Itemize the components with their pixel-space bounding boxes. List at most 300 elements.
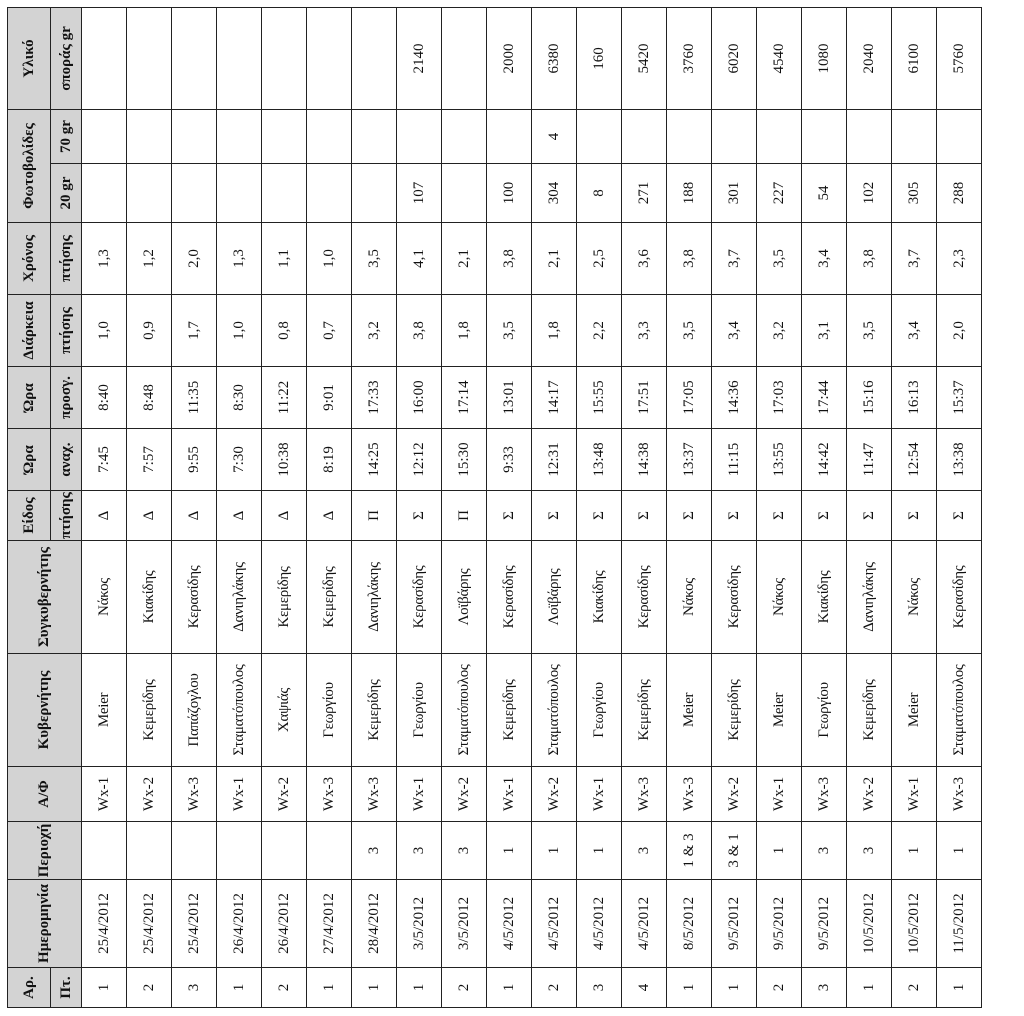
cell-flight-type: Σ xyxy=(847,491,892,541)
cell-flight-time: 3,5 xyxy=(352,223,397,295)
cell-date: 10/5/2012 xyxy=(892,880,937,968)
cell-flight-type: Σ xyxy=(892,491,937,541)
cell-area: 1 & 3 xyxy=(667,822,712,880)
cell-date: 25/4/2012 xyxy=(82,880,127,968)
cell-flight-number: 2 xyxy=(127,968,172,1008)
cell-flight-time: 3,7 xyxy=(892,223,937,295)
cell-arrival: 17:14 xyxy=(442,367,487,429)
table-row xyxy=(487,7,532,1007)
cell-flight-type: Σ xyxy=(397,491,442,541)
header-material: Υλικό xyxy=(8,7,51,109)
cell-aircraft: Wx-1 xyxy=(397,767,442,822)
table-row xyxy=(442,7,487,1007)
cell-flight-type: Σ xyxy=(757,491,802,541)
cell-pilot: Κεμερίδης xyxy=(487,654,532,767)
table-row xyxy=(847,7,892,1007)
cell-aircraft: Wx-3 xyxy=(667,767,712,822)
cell-copilot: Κερασίδης xyxy=(937,541,982,654)
cell-flight-time: 3,8 xyxy=(667,223,712,295)
cell-flight-time: 1,0 xyxy=(307,223,352,295)
cell-aircraft: Wx-3 xyxy=(172,767,217,822)
cell-material xyxy=(307,7,352,109)
cell-flares-20: 305 xyxy=(892,164,937,223)
cell-aircraft: Wx-3 xyxy=(307,767,352,822)
cell-copilot: Δανιηλάκης xyxy=(847,541,892,654)
cell-pilot: Κεμερίδης xyxy=(127,654,172,767)
cell-duration: 0,9 xyxy=(127,295,172,367)
cell-copilot: Κιακίδης xyxy=(577,541,622,654)
cell-date: 28/4/2012 xyxy=(352,880,397,968)
cell-date: 3/5/2012 xyxy=(442,880,487,968)
cell-copilot: Λοϊβάρης xyxy=(532,541,577,654)
cell-flight-type: Δ xyxy=(262,491,307,541)
cell-flight-type: Σ xyxy=(667,491,712,541)
cell-material: 2140 xyxy=(397,7,442,109)
table-row xyxy=(127,7,172,1007)
cell-pilot: Γεωργίου xyxy=(577,654,622,767)
cell-duration: 3,5 xyxy=(847,295,892,367)
cell-departure: 13:48 xyxy=(577,429,622,491)
cell-flight-type: Σ xyxy=(622,491,667,541)
cell-flares-70 xyxy=(397,109,442,163)
cell-flight-type: Σ xyxy=(577,491,622,541)
cell-duration: 3,4 xyxy=(892,295,937,367)
cell-flares-70 xyxy=(307,109,352,163)
table-row xyxy=(892,7,937,1007)
cell-copilot: Δανιηλάκης xyxy=(217,541,262,654)
cell-flight-time: 4,1 xyxy=(397,223,442,295)
cell-flares-20 xyxy=(307,164,352,223)
cell-duration: 1,8 xyxy=(442,295,487,367)
cell-flight-time: 3,7 xyxy=(712,223,757,295)
cell-area: 3 xyxy=(622,822,667,880)
cell-flight-time: 2,3 xyxy=(937,223,982,295)
cell-material xyxy=(262,7,307,109)
cell-area: 1 xyxy=(892,822,937,880)
cell-material: 2000 xyxy=(487,7,532,109)
cell-flares-70 xyxy=(352,109,397,163)
header-flares-20: 20 gr xyxy=(51,164,82,223)
cell-pilot: Meier xyxy=(82,654,127,767)
cell-duration: 0,7 xyxy=(307,295,352,367)
cell-pilot: Κεμερίδης xyxy=(622,654,667,767)
cell-flight-number: 1 xyxy=(307,968,352,1008)
cell-arrival: 17:33 xyxy=(352,367,397,429)
header-area: Περιοχή xyxy=(8,822,82,880)
cell-departure: 14:38 xyxy=(622,429,667,491)
cell-copilot: Κεμερίδης xyxy=(307,541,352,654)
table-row xyxy=(307,7,352,1007)
cell-arrival: 8:40 xyxy=(82,367,127,429)
cell-flight-number: 2 xyxy=(262,968,307,1008)
table-row xyxy=(532,7,577,1007)
cell-arrival: 8:30 xyxy=(217,367,262,429)
cell-flight-time: 3,4 xyxy=(802,223,847,295)
cell-pilot: Γεωργίου xyxy=(397,654,442,767)
table-row xyxy=(577,7,622,1007)
cell-flares-20 xyxy=(217,164,262,223)
cell-flares-20: 188 xyxy=(667,164,712,223)
cell-flight-time: 3,6 xyxy=(622,223,667,295)
cell-aircraft: Wx-1 xyxy=(487,767,532,822)
cell-date: 11/5/2012 xyxy=(937,880,982,968)
cell-flight-time: 3,8 xyxy=(847,223,892,295)
table-row xyxy=(757,7,802,1007)
cell-date: 4/5/2012 xyxy=(622,880,667,968)
cell-area xyxy=(262,822,307,880)
cell-flight-number: 3 xyxy=(577,968,622,1008)
cell-aircraft: Wx-3 xyxy=(622,767,667,822)
cell-aircraft: Wx-3 xyxy=(937,767,982,822)
cell-flight-type: Δ xyxy=(82,491,127,541)
cell-material: 160 xyxy=(577,7,622,109)
cell-flight-type: Σ xyxy=(487,491,532,541)
cell-flares-20 xyxy=(442,164,487,223)
header-ar: Αρ. xyxy=(8,968,51,1008)
cell-duration: 0,8 xyxy=(262,295,307,367)
header-arrival: Ώρα xyxy=(8,367,51,429)
cell-departure: 7:45 xyxy=(82,429,127,491)
table-header xyxy=(8,7,82,1007)
table-row xyxy=(937,7,982,1007)
cell-duration: 3,3 xyxy=(622,295,667,367)
cell-departure: 10:38 xyxy=(262,429,307,491)
cell-flight-time: 1,2 xyxy=(127,223,172,295)
cell-aircraft: Wx-1 xyxy=(577,767,622,822)
cell-flight-number: 2 xyxy=(892,968,937,1008)
cell-flight-type: Δ xyxy=(307,491,352,541)
header-duration-sub: πτήσης xyxy=(51,295,82,367)
cell-flight-number: 1 xyxy=(397,968,442,1008)
cell-flares-70 xyxy=(622,109,667,163)
header-pt: Πτ. xyxy=(51,968,82,1008)
cell-departure: 12:31 xyxy=(532,429,577,491)
cell-departure: 7:57 xyxy=(127,429,172,491)
cell-copilot: Κερασίδης xyxy=(172,541,217,654)
cell-flight-time: 1,3 xyxy=(82,223,127,295)
cell-copilot: Κιακίδης xyxy=(802,541,847,654)
cell-material xyxy=(127,7,172,109)
cell-copilot: Κερασίδης xyxy=(712,541,757,654)
cell-flight-number: 2 xyxy=(757,968,802,1008)
cell-date: 9/5/2012 xyxy=(712,880,757,968)
cell-area: 3 xyxy=(802,822,847,880)
header-copilot: Συγκυβερνήτης xyxy=(8,541,82,654)
cell-pilot: Σταματόπουλος xyxy=(442,654,487,767)
cell-arrival: 14:36 xyxy=(712,367,757,429)
cell-flares-70 xyxy=(487,109,532,163)
cell-arrival: 9:01 xyxy=(307,367,352,429)
header-duration: Διάρκεια xyxy=(8,295,51,367)
table-row xyxy=(172,7,217,1007)
cell-duration: 3,2 xyxy=(757,295,802,367)
cell-flight-number: 1 xyxy=(217,968,262,1008)
cell-flight-type: Σ xyxy=(532,491,577,541)
table-row xyxy=(712,7,757,1007)
cell-material xyxy=(217,7,262,109)
cell-date: 10/5/2012 xyxy=(847,880,892,968)
cell-material: 1080 xyxy=(802,7,847,109)
cell-aircraft: Wx-2 xyxy=(442,767,487,822)
cell-departure: 14:25 xyxy=(352,429,397,491)
cell-aircraft: Wx-3 xyxy=(352,767,397,822)
cell-copilot: Νάκος xyxy=(892,541,937,654)
header-type: Είδος xyxy=(8,491,51,541)
cell-arrival: 11:22 xyxy=(262,367,307,429)
cell-flares-20 xyxy=(127,164,172,223)
cell-pilot: Παπάζογλου xyxy=(172,654,217,767)
cell-flares-20: 271 xyxy=(622,164,667,223)
cell-material xyxy=(82,7,127,109)
cell-flight-number: 1 xyxy=(712,968,757,1008)
cell-flight-type: Σ xyxy=(802,491,847,541)
cell-flares-20: 54 xyxy=(802,164,847,223)
cell-date: 8/5/2012 xyxy=(667,880,712,968)
cell-flight-time: 3,5 xyxy=(757,223,802,295)
cell-arrival: 16:13 xyxy=(892,367,937,429)
cell-flight-number: 3 xyxy=(802,968,847,1008)
cell-material xyxy=(442,7,487,109)
cell-arrival: 11:35 xyxy=(172,367,217,429)
cell-flight-type: Δ xyxy=(217,491,262,541)
cell-aircraft: Wx-1 xyxy=(892,767,937,822)
cell-flares-20: 8 xyxy=(577,164,622,223)
cell-duration: 2,2 xyxy=(577,295,622,367)
cell-area: 3 xyxy=(352,822,397,880)
cell-flight-time: 1,1 xyxy=(262,223,307,295)
cell-departure: 9:33 xyxy=(487,429,532,491)
cell-departure: 11:15 xyxy=(712,429,757,491)
cell-flares-20: 107 xyxy=(397,164,442,223)
cell-arrival: 8:48 xyxy=(127,367,172,429)
cell-arrival: 13:01 xyxy=(487,367,532,429)
cell-arrival: 17:44 xyxy=(802,367,847,429)
cell-flares-20: 100 xyxy=(487,164,532,223)
cell-flares-20 xyxy=(172,164,217,223)
cell-date: 4/5/2012 xyxy=(487,880,532,968)
cell-departure: 13:38 xyxy=(937,429,982,491)
cell-flares-20: 288 xyxy=(937,164,982,223)
cell-area: 3 xyxy=(442,822,487,880)
table-row xyxy=(217,7,262,1007)
cell-flares-70 xyxy=(217,109,262,163)
cell-arrival: 15:16 xyxy=(847,367,892,429)
cell-duration: 3,2 xyxy=(352,295,397,367)
cell-pilot: Σταματόπουλος xyxy=(532,654,577,767)
cell-pilot: Γεωργίου xyxy=(307,654,352,767)
header-flight-time: Χρόνος xyxy=(8,223,51,295)
cell-date: 25/4/2012 xyxy=(172,880,217,968)
cell-flares-20 xyxy=(352,164,397,223)
cell-aircraft: Wx-3 xyxy=(802,767,847,822)
cell-duration: 3,1 xyxy=(802,295,847,367)
cell-area: 3 xyxy=(847,822,892,880)
cell-flight-time: 1,3 xyxy=(217,223,262,295)
cell-flares-70 xyxy=(127,109,172,163)
cell-departure: 14:42 xyxy=(802,429,847,491)
cell-pilot: Meier xyxy=(892,654,937,767)
cell-flares-20 xyxy=(82,164,127,223)
cell-date: 9/5/2012 xyxy=(757,880,802,968)
cell-flight-type: Σ xyxy=(712,491,757,541)
cell-copilot: Νάκος xyxy=(82,541,127,654)
header-aircraft: Α/Φ xyxy=(8,767,82,822)
header-flight-time-sub: πτήσης xyxy=(51,223,82,295)
cell-flares-20 xyxy=(262,164,307,223)
cell-date: 3/5/2012 xyxy=(397,880,442,968)
cell-copilot: Κερασίδης xyxy=(397,541,442,654)
cell-material: 4540 xyxy=(757,7,802,109)
cell-aircraft: Wx-2 xyxy=(127,767,172,822)
cell-date: 25/4/2012 xyxy=(127,880,172,968)
cell-arrival: 17:03 xyxy=(757,367,802,429)
cell-flight-number: 2 xyxy=(532,968,577,1008)
cell-arrival: 14:17 xyxy=(532,367,577,429)
cell-duration: 1,8 xyxy=(532,295,577,367)
header-flares-70: 70 gr xyxy=(51,109,82,163)
cell-departure: 11:47 xyxy=(847,429,892,491)
cell-aircraft: Wx-1 xyxy=(217,767,262,822)
cell-area xyxy=(217,822,262,880)
cell-material: 6100 xyxy=(892,7,937,109)
cell-material: 5760 xyxy=(937,7,982,109)
cell-copilot: Κιακίδης xyxy=(127,541,172,654)
cell-pilot: Meier xyxy=(667,654,712,767)
cell-material: 6380 xyxy=(532,7,577,109)
cell-copilot: Κερασίδης xyxy=(487,541,532,654)
cell-area: 3 xyxy=(397,822,442,880)
cell-copilot: Κεμερίδης xyxy=(262,541,307,654)
cell-flares-70 xyxy=(712,109,757,163)
cell-departure: 15:30 xyxy=(442,429,487,491)
header-type-sub: πτήσης xyxy=(51,491,82,541)
cell-flares-70 xyxy=(442,109,487,163)
cell-pilot: Meier xyxy=(757,654,802,767)
cell-flight-number: 3 xyxy=(172,968,217,1008)
cell-arrival: 16:00 xyxy=(397,367,442,429)
cell-area: 1 xyxy=(532,822,577,880)
cell-duration: 3,4 xyxy=(712,295,757,367)
cell-copilot: Νάκος xyxy=(757,541,802,654)
cell-area xyxy=(127,822,172,880)
cell-departure: 8:19 xyxy=(307,429,352,491)
cell-flares-70 xyxy=(757,109,802,163)
cell-flight-type: Σ xyxy=(937,491,982,541)
header-material-sub: σποράς gr xyxy=(51,7,82,109)
cell-area xyxy=(82,822,127,880)
cell-arrival: 17:05 xyxy=(667,367,712,429)
cell-pilot: Κεμερίδης xyxy=(847,654,892,767)
cell-flight-number: 1 xyxy=(847,968,892,1008)
cell-flight-time: 2,5 xyxy=(577,223,622,295)
cell-date: 9/5/2012 xyxy=(802,880,847,968)
cell-flight-time: 3,8 xyxy=(487,223,532,295)
cell-arrival: 17:51 xyxy=(622,367,667,429)
cell-departure: 9:55 xyxy=(172,429,217,491)
cell-date: 26/4/2012 xyxy=(262,880,307,968)
cell-date: 4/5/2012 xyxy=(577,880,622,968)
cell-flares-20: 301 xyxy=(712,164,757,223)
cell-flight-number: 2 xyxy=(442,968,487,1008)
cell-pilot: Κεμερίδης xyxy=(712,654,757,767)
cell-copilot: Δανιηλάκης xyxy=(352,541,397,654)
cell-duration: 2,0 xyxy=(937,295,982,367)
cell-flares-70 xyxy=(667,109,712,163)
cell-flight-time: 2,1 xyxy=(532,223,577,295)
cell-aircraft: Wx-1 xyxy=(82,767,127,822)
cell-area xyxy=(172,822,217,880)
cell-flares-70 xyxy=(937,109,982,163)
cell-flares-20: 304 xyxy=(532,164,577,223)
cell-flight-time: 2,0 xyxy=(172,223,217,295)
cell-duration: 1,0 xyxy=(82,295,127,367)
cell-flares-70 xyxy=(262,109,307,163)
cell-duration: 3,5 xyxy=(487,295,532,367)
cell-departure: 13:55 xyxy=(757,429,802,491)
cell-aircraft: Wx-2 xyxy=(532,767,577,822)
cell-duration: 1,0 xyxy=(217,295,262,367)
cell-flight-type: Π xyxy=(352,491,397,541)
cell-flares-70: 4 xyxy=(532,109,577,163)
cell-flight-type: Δ xyxy=(172,491,217,541)
cell-material: 5420 xyxy=(622,7,667,109)
cell-pilot: Γεωργίου xyxy=(802,654,847,767)
cell-departure: 13:37 xyxy=(667,429,712,491)
cell-arrival: 15:55 xyxy=(577,367,622,429)
table-body xyxy=(82,7,982,1007)
cell-flares-70 xyxy=(847,109,892,163)
cell-flares-70 xyxy=(892,109,937,163)
cell-aircraft: Wx-2 xyxy=(847,767,892,822)
cell-flight-number: 1 xyxy=(487,968,532,1008)
table-row xyxy=(622,7,667,1007)
header-departure: Ώρα xyxy=(8,429,51,491)
table-row xyxy=(82,7,127,1007)
cell-flight-number: 1 xyxy=(352,968,397,1008)
cell-material: 2040 xyxy=(847,7,892,109)
table-row xyxy=(352,7,397,1007)
cell-flares-70 xyxy=(82,109,127,163)
cell-copilot: Λοϊβάρης xyxy=(442,541,487,654)
cell-material xyxy=(352,7,397,109)
cell-flares-70 xyxy=(802,109,847,163)
header-flares: Φωτοβολίδες xyxy=(8,109,51,222)
cell-date: 27/4/2012 xyxy=(307,880,352,968)
cell-pilot: Σταματόπουλος xyxy=(217,654,262,767)
cell-flares-70 xyxy=(172,109,217,163)
cell-flight-number: 1 xyxy=(82,968,127,1008)
cell-area: 1 xyxy=(577,822,622,880)
cell-pilot: Σταματόπουλος xyxy=(937,654,982,767)
header-arrival-sub: προσγ. xyxy=(51,367,82,429)
cell-area: 1 xyxy=(487,822,532,880)
cell-flight-number: 4 xyxy=(622,968,667,1008)
header-date: Ημερομηνία xyxy=(8,880,82,968)
cell-flares-20: 102 xyxy=(847,164,892,223)
cell-copilot: Νάκος xyxy=(667,541,712,654)
cell-duration: 3,5 xyxy=(667,295,712,367)
cell-area: 3 & 1 xyxy=(712,822,757,880)
cell-pilot: Χαψιάς xyxy=(262,654,307,767)
table-row xyxy=(802,7,847,1007)
table-row xyxy=(667,7,712,1007)
header-departure-sub: αναχ. xyxy=(51,429,82,491)
cell-date: 4/5/2012 xyxy=(532,880,577,968)
cell-material xyxy=(172,7,217,109)
header-pilot: Κυβερνήτης xyxy=(8,654,82,767)
cell-flight-type: Δ xyxy=(127,491,172,541)
cell-date: 26/4/2012 xyxy=(217,880,262,968)
